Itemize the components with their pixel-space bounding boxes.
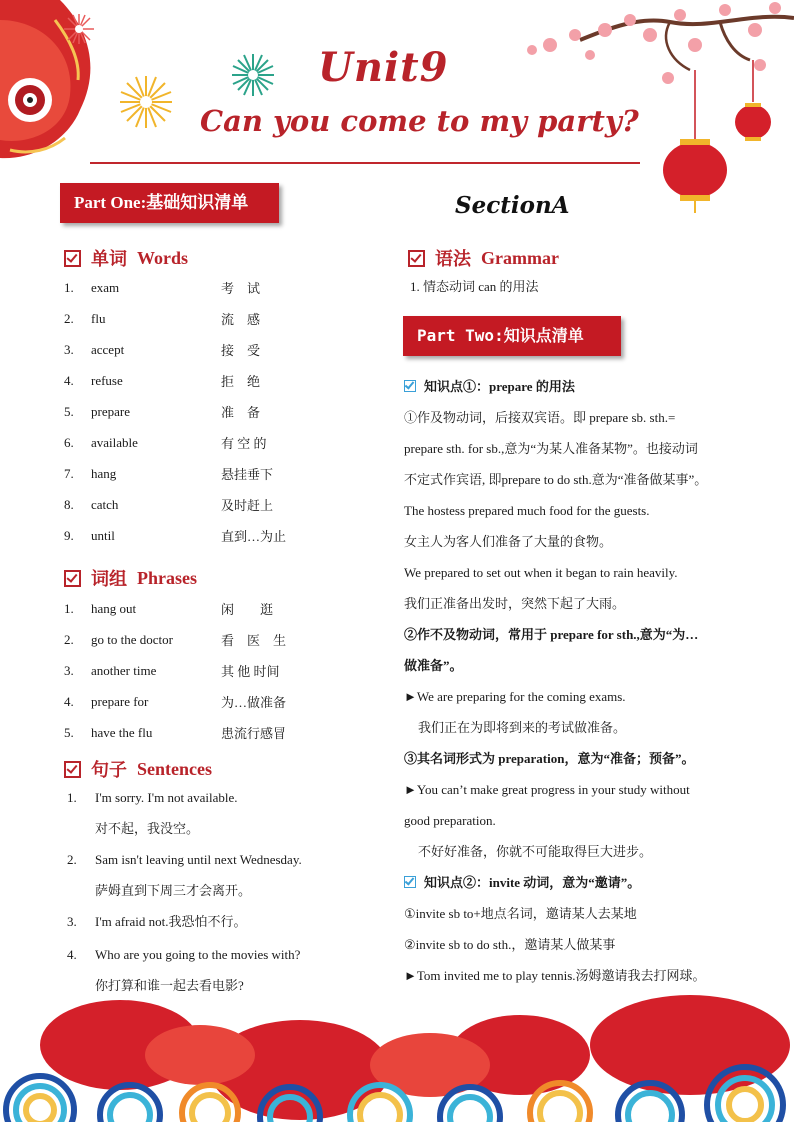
auspicious-clouds-footer: [0, 985, 794, 1122]
sentence-translation: 萨姆直到下周三才会离开。: [95, 883, 252, 898]
text-line: 做准备”。: [404, 658, 463, 673]
text-line: ►You can’t make great progress in your study without: [404, 782, 690, 797]
phrases-heading-zh: 词组: [91, 569, 127, 589]
list-item: 5. prepare 准 备: [64, 403, 261, 420]
text-line: 不定式作宾语, 即prepare to do sth.意为“准备做某事”。: [404, 472, 708, 487]
firework-icon: [62, 12, 96, 46]
text-line: good preparation.: [404, 813, 496, 828]
firework-icon: [230, 52, 276, 98]
text-line: ①作及物动词，后接双宾语。即 prepare sb. sth.=: [404, 410, 676, 425]
list-item: 2. go to the doctor 看 医 生: [64, 631, 287, 648]
phrases-heading-en: Phrases: [137, 567, 197, 588]
header-divider: [90, 162, 640, 164]
list-item: 1. I'm sorry. I'm not available.: [67, 790, 238, 805]
grammar-heading-zh: 语法: [435, 249, 471, 269]
text-line: We prepared to set out when it began to rain heavily.: [404, 565, 678, 580]
part-one-banner: Part One:基础知识清单: [60, 183, 279, 223]
list-item: 1. hang out 闲 逛: [64, 600, 274, 617]
text-line: ►We are preparing for the coming exams.: [404, 689, 626, 704]
words-heading-zh: 单词: [91, 249, 127, 269]
list-item: 6. available 有 空 的: [64, 434, 267, 451]
list-item: 7. hang 悬挂垂下: [64, 465, 274, 482]
list-item: 8. catch 及时赶上: [64, 496, 274, 513]
words-heading: [64, 245, 188, 271]
text-line: prepare sth. for sb.,意为“为某人准备某物”。也接动词: [404, 441, 698, 456]
text-line: ►Tom invited me to play tennis.汤姆邀请我去打网球。: [404, 968, 706, 983]
text-line: The hostess prepared much food for the guests.: [404, 503, 650, 518]
sentences-heading-zh: 句子: [91, 760, 127, 780]
grammar-heading: [408, 245, 559, 271]
sentences-list: [67, 782, 357, 1001]
knowledge-points: [404, 371, 734, 991]
part-two-banner: Part Two:知识点清单: [403, 316, 621, 356]
sentences-heading-en: Sentences: [137, 758, 212, 779]
phrases-list: [64, 593, 304, 748]
point-heading: 知识点①：prepare 的用法: [404, 371, 734, 402]
words-heading-en: Words: [137, 247, 189, 268]
list-item: 3. accept 接 受: [64, 341, 261, 358]
text-line: 我们正准备出发时，突然下起了大雨。: [404, 596, 626, 611]
section-a-title: SectionA: [455, 192, 570, 219]
sentences-heading: [64, 756, 212, 782]
text-line: ②作不及物动词，常用于 prepare for sth.,意为“为…: [404, 627, 699, 642]
text-line: 不好好准备，你就不可能取得巨大进步。: [418, 844, 653, 859]
sentence-translation: 你打算和谁一起去看电影?: [95, 978, 244, 993]
phrases-heading: [64, 565, 197, 591]
checkbox-icon: [64, 250, 81, 267]
text-line: ②invite sb to do sth.，邀请某人做某事: [404, 937, 616, 952]
list-item: 9. until 直到…为止: [64, 527, 287, 544]
text-line: 女主人为客人们准备了大量的食物。: [404, 534, 613, 549]
list-item: 4. prepare for 为…做准备: [64, 693, 287, 710]
grammar-item: 1. 情态动词 can 的用法: [410, 279, 539, 294]
unit-title: Unit9: [318, 44, 449, 91]
checkbox-icon: [408, 250, 425, 267]
text-line: ①invite sb to+地点名词，邀请某人去某地: [404, 906, 637, 921]
list-item: 3. another time 其 他 时间: [64, 662, 280, 679]
sentence-translation: 对不起，我没空。: [95, 821, 200, 836]
list-item: 5. have the flu 患流行感冒: [64, 724, 287, 741]
checkbox-icon: [64, 570, 81, 587]
words-list: [64, 272, 304, 551]
unit-subtitle: Can you come to my party?: [200, 104, 639, 138]
point-heading: 知识点②：invite 动词，意为“邀请”。: [404, 867, 734, 898]
list-item: 2. flu 流 感: [64, 310, 261, 327]
list-item: 4. Who are you going to the movies with?: [67, 947, 301, 962]
list-item: 4. refuse 拒 绝: [64, 372, 261, 389]
list-item: 1. exam 考 试: [64, 279, 261, 296]
grammar-heading-en: Grammar: [481, 247, 559, 268]
firework-icon: [118, 74, 174, 130]
checkbox-icon: [404, 380, 416, 392]
list-item: 2. Sam isn't leaving until next Wednesday.: [67, 852, 302, 867]
list-item: 3. I'm afraid not.我恐怕不行。: [67, 914, 247, 929]
checkbox-icon: [404, 876, 416, 888]
checkbox-icon: [64, 761, 81, 778]
text-line: ③其名词形式为 preparation，意为“准备；预备”。: [404, 751, 695, 766]
text-line: 我们正在为即将到来的考试做准备。: [418, 720, 627, 735]
